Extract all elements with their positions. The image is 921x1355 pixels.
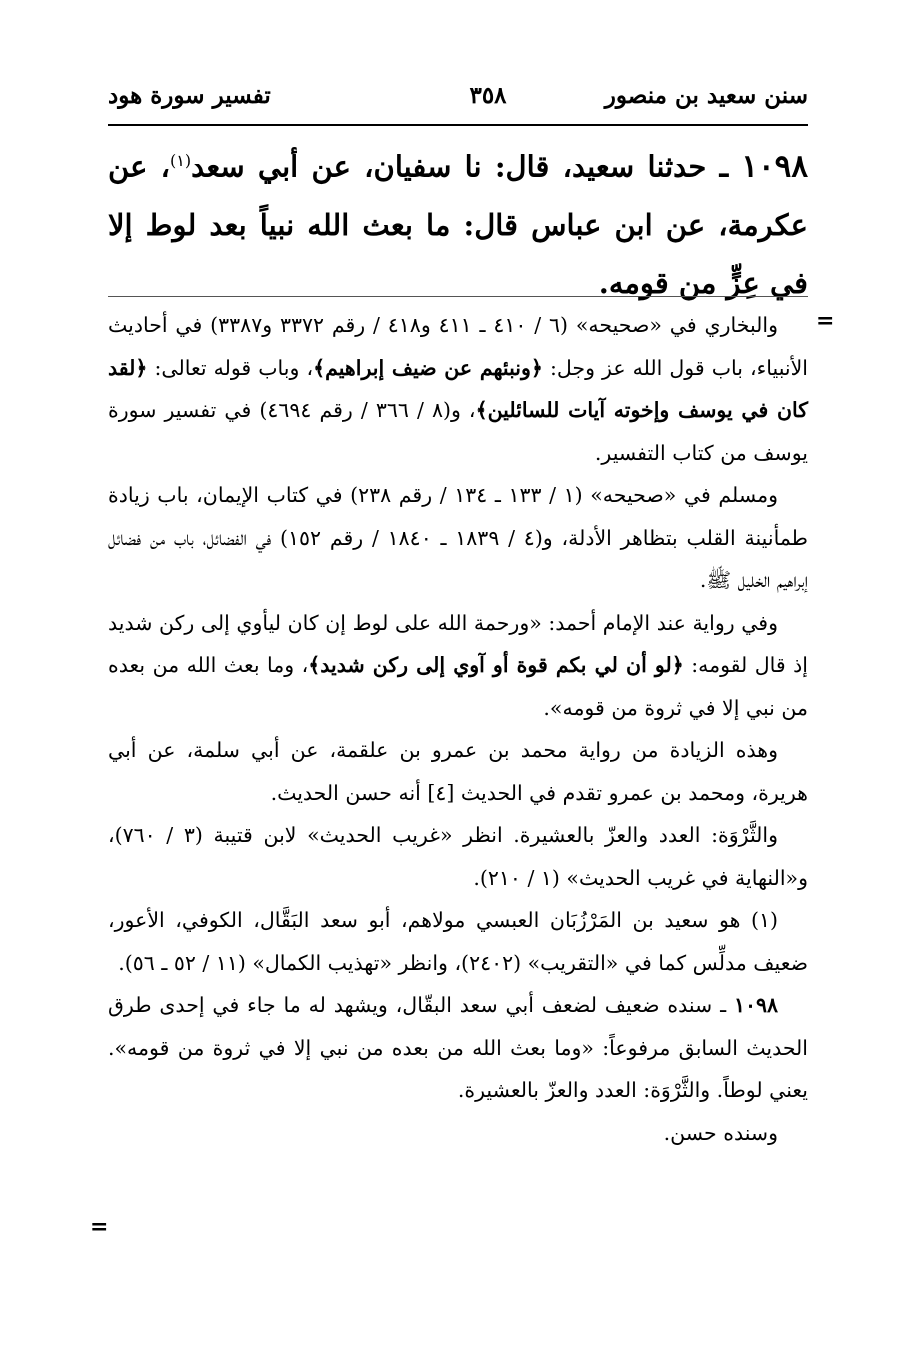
page-number: ٣٥٨	[469, 82, 507, 109]
footnote-divider	[108, 296, 808, 297]
quran-verse: ﴿ونبئهم عن ضيف إبراهيم﴾	[313, 355, 543, 380]
note-bukhari	[108, 304, 808, 474]
note-text: ، وباب قوله تعالى:	[154, 355, 314, 380]
note-text: وفي رواية عند الإمام أحمد: «ورحمة الله على لوط إن كان ليأوي إلى ركن شديد إذ قال لقومه:	[108, 610, 808, 677]
continuation-marker-bottom: =	[90, 1214, 109, 1240]
note-muslim: ومسلم في «صحيحه» (١ / ١٣٣ ـ ١٣٤ / رقم ٢٣٨) في كتاب الإيمان، باب زيادة طمأنينة القلب بتظاهر الأدلة، و(٤ / ١٨٣٩ ـ ١٨٤٠ / رقم ١٥٢) في الفضائل، باب من فضائل إبراهيم الخليل ﷺ.	[108, 483, 808, 592]
hadith-matn: ما بعث الله نبياً بعد لوط إلا في عِزٍّ من قومه.	[108, 207, 808, 300]
hadith-isnad: حدثنا سعيد، قال: نا سفيان، عن أبي سعد	[191, 149, 707, 184]
footnotes	[108, 304, 808, 1154]
hadith-isnad-cont: ، عن عكرمة، عن ابن عباس قال:	[108, 149, 808, 242]
quran-verse: ﴿لقد كان في يوسف وإخوته آيات للسائلين﴾	[108, 355, 809, 422]
note-text: ، و(٨ / ٣٦٦ / رقم ٤٦٩٤) في تفسير سورة يوسف من كتاب التفسير.	[108, 398, 808, 465]
note-text: ، وما بعث الله من بعده من نبي إلا في ثروة من قومه».	[108, 653, 808, 720]
footnote-marker: (١)	[170, 151, 192, 170]
quran-verse: ﴿لو أن لي بكم قوة أو آوي إلى ركن شديد﴾	[308, 653, 684, 677]
note-1098	[108, 984, 808, 1112]
continuation-marker-top: =	[816, 308, 835, 334]
page-header	[108, 82, 808, 122]
section-title: تفسير سورة هود	[108, 82, 271, 109]
note-ahmad	[108, 602, 808, 730]
note-ziyada: وهذه الزيادة من رواية محمد بن عمرو بن علقمة، عن أبي سلمة، عن أبي هريرة، ومحمد بن عمرو تقدم في الحديث [٤] أنه حسن الحديث.	[108, 738, 808, 805]
footnote-1: (١) هو سعيد بن المَرْزُبَان العبسي مولاهم، أبو سعد البَقَّال، الكوفي، الأعور، ضعيف مدلِّس كما في «التقريب» (٢٤٠٢)، وانظر «تهذيب الكمال» (١١ / ٥٢ ـ ٥٦).	[108, 908, 808, 975]
hadith-text	[108, 132, 808, 312]
book-title: سنن سعيد بن منصور	[604, 82, 808, 109]
note-text: والبخاري في «صحيحه» (٦ / ٤١٠ ـ ٤١١ و٤١٨ / رقم ٣٣٧٢ و٣٣٨٧) في أحاديث الأنبياء، باب قول الله عز وجل:	[108, 313, 808, 380]
header-rule	[108, 124, 808, 126]
note-sanad: وسنده حسن.	[663, 1120, 778, 1145]
note-number: ١٠٩٨	[733, 993, 778, 1017]
note-tharwa: والثَّرْوَة: العدد والعزّ بالعشيرة. انظر «غريب الحديث» لابن قتيبة (٣ / ٧٦٠)، و«النهاية في غريب الحديث» (١ / ٢١٠).	[108, 823, 808, 890]
hadith-number: ١٠٩٨	[741, 148, 808, 185]
hadith-dash: ـ	[719, 149, 729, 184]
note-text: ـ سنده ضعيف لضعف أبي سعد البقّال، ويشهد له ما جاء في إحدى طرق الحديث السابق مرفوعاً: «وما بعث الله من بعده من نبي إلا في ثروة من قومه». يعني لوطاً. والثَّرْوَة: العدد والعزّ بالعشيرة.	[108, 993, 808, 1102]
